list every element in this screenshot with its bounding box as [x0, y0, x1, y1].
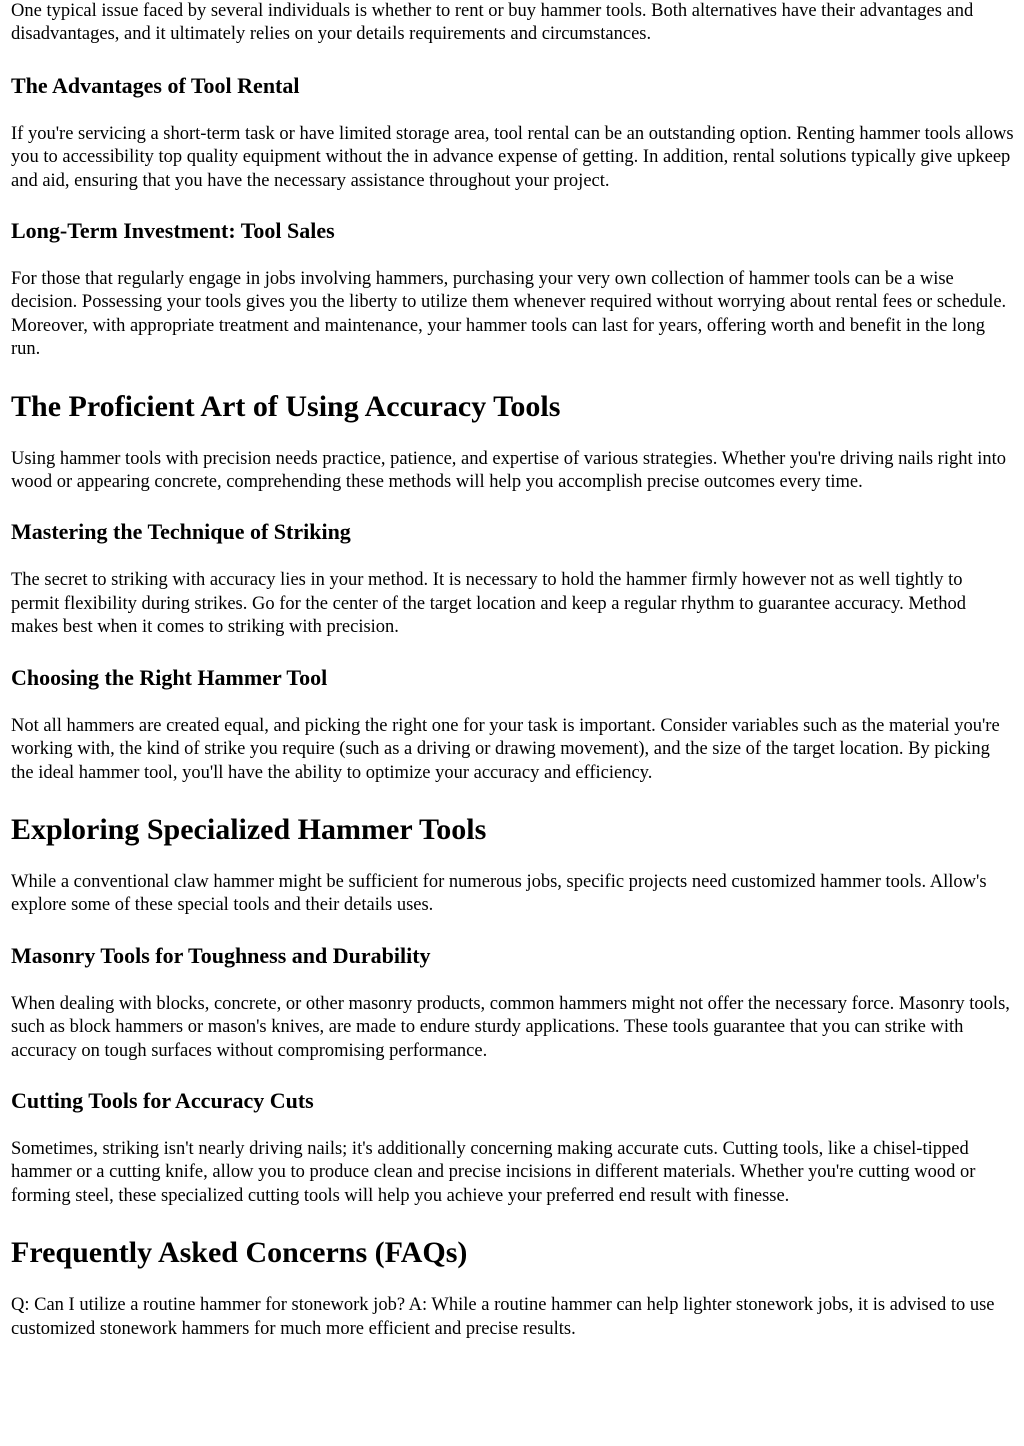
accuracy-paragraph: Using hammer tools with precision needs practice, patience, and expertise of various strategies. Whether you're driving nails right into wood or appearing concrete, comprehending these methods will help you accomplish precise outcomes every time.	[11, 448, 1007, 493]
striking-paragraph: The secret to striking with accuracy lies in your method. It is necessary to hold the hammer firmly however not as well tightly to permit flexibility during strikes. Go for the center of the target location and keep a regular rhythm to guarantee accuracy. Method makes best when it comes to striking with precision.	[11, 570, 966, 638]
cutting-heading: Cutting Tools for Accuracy Cuts	[11, 1087, 314, 1113]
faq-heading: Frequently Asked Concerns (FAQs)	[11, 1236, 468, 1270]
specialized-heading: Exploring Specialized Hammer Tools	[11, 812, 487, 846]
rental-paragraph: If you're servicing a short-term task or have limited storage area, tool rental can be an outstanding option. Renting hammer tools allows you to accessibility top quality equipment without the in advance expense of getting. In addition, rental solutions typically give upkeep and aid, ensuring that you have the necessary assistance throughout your project.	[11, 123, 1014, 191]
intro-paragraph: One typical issue faced by several individuals is whether to rent or buy hammer tools. Both alternatives have their advantages and disadvantages, and it ultimately relies on your details requirements and circumstances.	[11, 1, 974, 45]
sales-heading: Long-Term Investment: Tool Sales	[11, 218, 335, 244]
striking-heading: Mastering the Technique of Striking	[11, 519, 351, 545]
choosing-paragraph: Not all hammers are created equal, and picking the right one for your task is important. Consider variables such as the material you're working with, the kind of strike you require (such as a driving or drawing movement), and the size of the target location. By picking the ideal hammer tool, you'll have the ability to optimize your accuracy and efficiency.	[11, 715, 1000, 783]
cutting-paragraph: Sometimes, striking isn't nearly driving nails; it's additionally concerning making accurate cuts. Cutting tools, like a chisel-tipped hammer or a cutting knife, allow you to produce clean and precise incisions in different materials. Whether you're cutting wood or forming steel, these specialized cutting tools will help you achieve your preferred end result with finesse.	[11, 1138, 976, 1206]
specialized-paragraph: While a conventional claw hammer might be sufficient for numerous jobs, specific projects need customized hammer tools. Allow's explore some of these special tools and their details uses.	[11, 871, 987, 916]
faq-paragraph: Q: Can I utilize a routine hammer for stonework job? A: While a routine hammer can help lighter stonework jobs, it is advised to use customized stonework hammers for much more efficient and precise results.	[11, 1295, 995, 1339]
accuracy-heading: The Proficient Art of Using Accuracy Tools	[11, 389, 561, 423]
rental-heading: The Advantages of Tool Rental	[11, 72, 300, 98]
sales-paragraph: For those that regularly engage in jobs involving hammers, purchasing your very own collection of hammer tools can be a wise decision. Possessing your tools gives you the liberty to utilize them whenever required without worrying about rental fees or schedule. Moreover, with appropriate treatment and maintenance, your hammer tools can last for years, offering worth and benefit in the long run.	[11, 269, 1007, 360]
choosing-heading: Choosing the Right Hammer Tool	[11, 664, 328, 690]
masonry-paragraph: When dealing with blocks, concrete, or other masonry products, common hammers might not offer the necessary force. Masonry tools, such as block hammers or mason's knives, are made to endure sturdy applications. These tools guarantee that you can strike with accuracy on tough surfaces without compromising performance.	[11, 993, 1010, 1061]
masonry-heading: Masonry Tools for Toughness and Durability	[11, 942, 431, 968]
